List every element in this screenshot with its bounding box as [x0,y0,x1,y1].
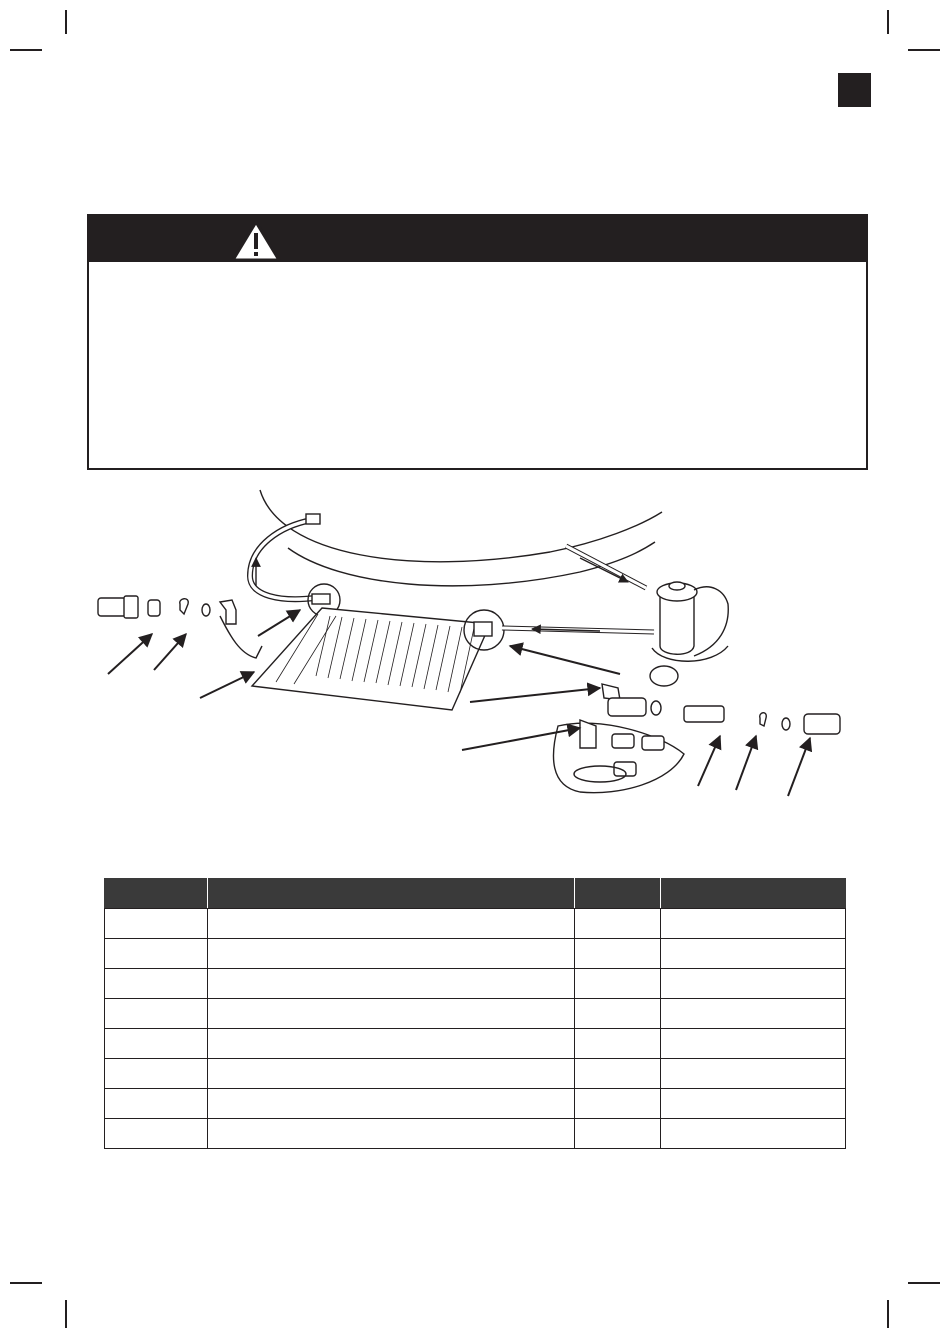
crop-mark-top-left-v [65,10,67,34]
table-cell [575,1089,661,1119]
table-cell [208,909,575,939]
crop-mark-top-right-h [908,49,940,51]
table-cell [105,999,208,1029]
table-cell [575,969,661,999]
table-cell [661,1119,846,1149]
table-cell [208,969,575,999]
warning-box [87,214,868,470]
language-tab [838,73,871,107]
table-cell [208,1029,575,1059]
table-header-cell [661,878,846,909]
table-cell [575,939,661,969]
left-parts-row [98,596,262,658]
table-header-cell [208,878,575,909]
table-cell [208,1059,575,1089]
table-cell [575,1029,661,1059]
table-cell [575,1059,661,1089]
table-cell [661,1029,846,1059]
solar-heater-mat [252,608,490,710]
table-cell [208,1119,575,1149]
table-cell [105,1059,208,1089]
table-header-cell [105,878,208,909]
table-row [105,1089,846,1119]
table-cell [105,1119,208,1149]
table-cell [105,1089,208,1119]
table-row [105,939,846,969]
table-cell [661,939,846,969]
crop-mark-top-left-h [10,49,42,51]
parts-table [104,878,846,1149]
table-row [105,1059,846,1089]
table-cell [661,1089,846,1119]
table-row [105,1029,846,1059]
table-cell [575,1119,661,1149]
right-parts-row [602,666,840,734]
table-cell [105,909,208,939]
table-cell [208,999,575,1029]
filter-pump [652,582,728,661]
crop-mark-bottom-right-h [908,1282,940,1284]
warning-triangle-icon [231,220,281,262]
table-row [105,969,846,999]
pool-wall [260,490,662,586]
table-cell [661,969,846,999]
return-hose [250,514,320,599]
table-cell [208,939,575,969]
table-header-cell [575,878,661,909]
table-cell [105,939,208,969]
table-cell [105,1029,208,1059]
table-cell [661,909,846,939]
table-cell [575,999,661,1029]
crop-mark-bottom-right-v [887,1300,889,1328]
crop-mark-bottom-left-h [10,1282,42,1284]
table-row [105,999,846,1029]
table-cell [105,969,208,999]
pool-base-fittings [553,720,684,793]
warning-header [89,216,866,262]
crop-mark-top-right-v [887,10,889,34]
table-row [105,1119,846,1149]
assembly-illustration [80,486,870,806]
table-header-row [105,878,846,909]
table-row [105,909,846,939]
table-cell [208,1089,575,1119]
crop-mark-bottom-left-v [65,1300,67,1328]
table-cell [661,999,846,1029]
table-cell [575,909,661,939]
table-cell [661,1059,846,1089]
